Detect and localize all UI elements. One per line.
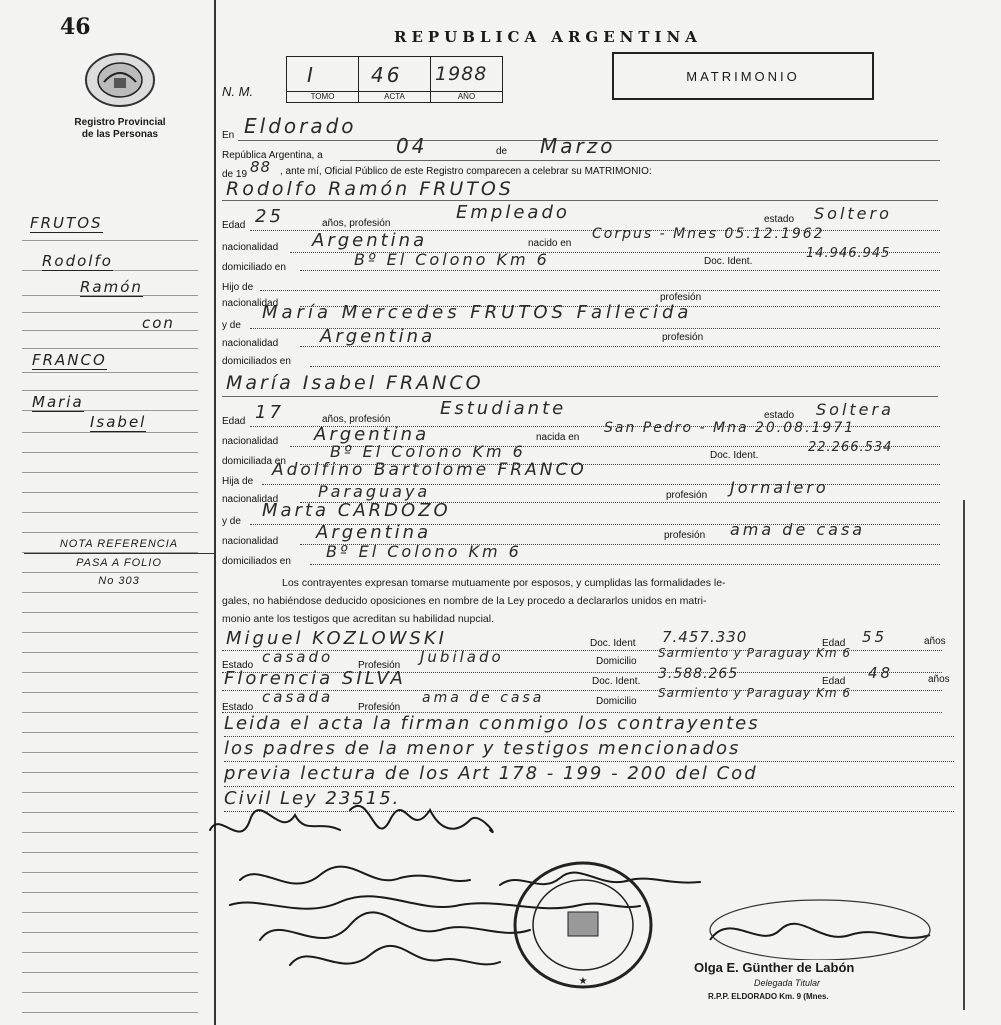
witness2-age: 48 [868, 664, 894, 682]
bride-prof-father-label: profesión [666, 490, 708, 501]
witness1-profession: Jubilado [420, 648, 504, 666]
bride-nacida-label: nacida en [536, 432, 580, 443]
official-office: R.P.P. ELDORADO Km. 9 (Mnes. [708, 992, 829, 1001]
tomo-value: I [307, 63, 316, 87]
acta-cell [359, 57, 431, 102]
groom-doc: 14.946.945 [806, 246, 891, 261]
closing-line-4: Civil Ley 23515. [224, 787, 954, 812]
nm-label: N. M. [222, 84, 254, 99]
margin-con: con [142, 314, 175, 332]
right-border [963, 500, 965, 1010]
bride-yde-label: y de [222, 516, 241, 527]
groom-address: Bº El Colono Km 6 [354, 250, 550, 269]
bride-doc-label: Doc. Ident. [710, 450, 759, 461]
registry-line-1: Registro Provincial [74, 117, 166, 128]
signature-bride-2 [240, 867, 470, 884]
groom-doc-label: Doc. Ident. [704, 256, 753, 267]
groom-age: 25 [255, 206, 284, 227]
bride-edad-label: Edad [222, 416, 246, 427]
groom-domiciliados-label: domiciliados en [222, 356, 291, 367]
groom-nac-mother-label: nacionalidad [222, 338, 279, 349]
witness1-domicilio-label: Domicilio [596, 656, 637, 667]
signature-groom [210, 810, 340, 832]
groom-mother: María Mercedes FRUTOS Fallecida [262, 302, 693, 323]
groom-nac-father-label: nacionalidad [222, 298, 279, 309]
provincial-seal [84, 52, 156, 108]
declaration-line-3: monio ante los testigos que acreditan su habilidad nupcial. [222, 613, 495, 625]
groom-anos-profesion-label: años, profesión [322, 218, 391, 229]
bride-mother: Marta CARDOZO [262, 500, 451, 521]
page-number: 46 [60, 14, 91, 40]
witness2-address: Sarmiento y Paraguay Km 6 [658, 686, 852, 700]
margin-surname-1: FRUTOS [30, 214, 103, 232]
bride-mother-profession: ama de casa [730, 520, 866, 539]
year-suffix: 88 [250, 158, 272, 176]
witness1-profesion-label: Profesión [358, 660, 401, 671]
groom-estado: Soltero [814, 204, 892, 223]
bride-mother-nationality: Argentina [316, 522, 432, 543]
acta-label: ACTA [359, 91, 430, 101]
witness2-estado-label: Estado [222, 702, 254, 713]
witness2-name: Florencia SILVA [224, 668, 406, 689]
groom-estado-label: estado [764, 214, 795, 225]
ano-value: 1988 [435, 63, 488, 85]
bride-nac-father-label: nacionalidad [222, 494, 279, 505]
witness1-name: Miguel KOZLOWSKI [226, 628, 447, 649]
declaration-line-2: gales, no habiéndose deducido oposiciones en nombre de la Ley procedo a declararlos unidos en matri- [222, 595, 707, 607]
official-title: Delegada Titular [754, 978, 820, 988]
witness2-doc: 3.588.265 [658, 666, 739, 682]
witness2-estado: casada [262, 688, 334, 706]
tomo-cell [287, 57, 359, 102]
republica-label: República Argentina, a [222, 150, 323, 161]
declaration-line-1: Los contrayentes expresan tomarse mutuamente por esposos, y cumplidas las formalidades le- [282, 577, 726, 589]
margin-given-2a: Maria [32, 393, 84, 411]
bride-name: María Isabel FRANCO [226, 372, 484, 394]
record-box [286, 56, 503, 103]
groom-mother-nationality: Argentina [320, 326, 436, 347]
witness1-address: Sarmiento y Paraguay Km 6 [658, 646, 852, 660]
bride-doc: 22.266.534 [808, 440, 893, 455]
groom-name: Rodolfo Ramón FRUTOS [226, 178, 514, 200]
bride-nac-mother-label: nacionalidad [222, 536, 279, 547]
registry-line-2: de las Personas [81, 129, 159, 140]
groom-nacionalidad-label: nacionalidad [222, 242, 279, 253]
groom-nationality: Argentina [312, 230, 428, 251]
margin-surname-2: FRANCO [32, 351, 107, 369]
bride-nationality: Argentina [314, 424, 430, 445]
bride-parents-address: Bº El Colono Km 6 [326, 542, 522, 561]
margin-given-2b: Isabel [90, 413, 147, 431]
bride-father: Adolfino Bartolome FRANCO [272, 460, 587, 480]
margin-given-1b: Ramón [80, 278, 143, 296]
groom-birth: Corpus - Mnes 05.12.1962 [592, 226, 825, 242]
bride-profession: Estudiante [440, 398, 567, 419]
stamp-icon [512, 860, 654, 990]
bride-birth: San Pedro - Mna 20.08.1971 [604, 420, 856, 436]
groom-prof-mother-label: profesión [662, 332, 704, 343]
bride-father-profession: Jornalero [730, 478, 829, 497]
note-line-2: PASA A FOLIO [76, 557, 162, 569]
seal-icon [84, 52, 156, 108]
witness2-doc-label: Doc. Ident. [592, 676, 641, 687]
official-stamp [512, 860, 654, 990]
act-type-box [612, 52, 874, 100]
bride-father-nationality: Paraguaya [318, 482, 431, 501]
official-signature [700, 890, 940, 960]
groom-edad-label: Edad [222, 220, 246, 231]
intro-text: , ante mí, Oficial Público de este Registro comparecen a celebrar su MATRIMONIO: [280, 166, 652, 177]
groom-domiciliado-label: domiciliado en [222, 262, 286, 273]
margin-note [24, 535, 214, 590]
groom-profession: Empleado [456, 202, 570, 223]
witness1-age: 55 [862, 628, 888, 646]
signature-bride-1 [350, 806, 493, 832]
de-label: de [496, 146, 508, 157]
witness1-estado-label: Estado [222, 660, 254, 671]
note-line-1: NOTA REFERENCIA [24, 535, 214, 554]
closing-line-3: previa lectura de los Art 178 - 199 - 200 del Cod [224, 762, 954, 787]
bride-domiciliados-label: domiciliados en [222, 556, 291, 567]
day: 04 [396, 134, 428, 158]
ano-cell [431, 57, 502, 102]
country-title: REPUBLICA ARGENTINA [394, 28, 702, 46]
act-type: MATRIMONIO [686, 68, 800, 84]
bride-age: 17 [255, 402, 284, 423]
bride-estado-label: estado [764, 410, 795, 421]
witness1-anos-label: años [924, 636, 946, 647]
signature-witness-1 [260, 912, 530, 940]
bride-prof-mother-label: profesión [664, 530, 706, 541]
year-prefix: de 19 [222, 169, 248, 180]
month: Marzo [540, 134, 616, 158]
official-name: Olga E. Günther de Labón [694, 960, 855, 975]
bride-address: Bº El Colono Km 6 [330, 442, 526, 461]
witness1-estado: casado [262, 648, 334, 666]
groom-hijo-label: Hijo de [222, 282, 254, 293]
bride-nacionalidad-label: nacionalidad [222, 436, 279, 447]
bride-anos-profesion-label: años, profesión [322, 414, 391, 425]
witness2-edad-label: Edad [822, 676, 846, 687]
witness1-doc: 7.457.330 [662, 628, 748, 646]
registry-name [40, 117, 200, 141]
witness2-profession: ama de casa [422, 690, 545, 706]
closing-line-2: los padres de la menor y testigos mencionados [224, 737, 954, 762]
svg-text:★: ★ [578, 976, 588, 987]
witness2-domicilio-label: Domicilio [596, 696, 637, 707]
tomo-label: TOMO [287, 91, 358, 101]
bride-domiciliada-label: domiciliada en [222, 456, 286, 467]
closing-line-1: Leida el acta la firman conmigo los contrayentes [224, 712, 954, 737]
place: Eldorado [244, 114, 357, 138]
declaration [222, 574, 948, 628]
bride-hija-label: Hija de [222, 476, 254, 487]
witness1-edad-label: Edad [822, 638, 846, 649]
witness1-doc-label: Doc. Ident [590, 638, 636, 649]
margin-given-1a: Rodolfo [42, 252, 113, 270]
bride-estado: Soltera [816, 400, 894, 419]
ano-label: AÑO [431, 91, 502, 101]
groom-prof-father-label: profesión [660, 292, 702, 303]
en-label: En [222, 130, 235, 141]
witness2-profesion-label: Profesión [358, 702, 401, 713]
groom-yde-label: y de [222, 320, 241, 331]
signature-witness-2 [290, 946, 500, 965]
groom-nacido-label: nacido en [528, 238, 572, 249]
witness2-anos-label: años [928, 674, 950, 685]
note-line-3: No 303 [98, 575, 140, 587]
acta-value: 46 [371, 63, 403, 87]
